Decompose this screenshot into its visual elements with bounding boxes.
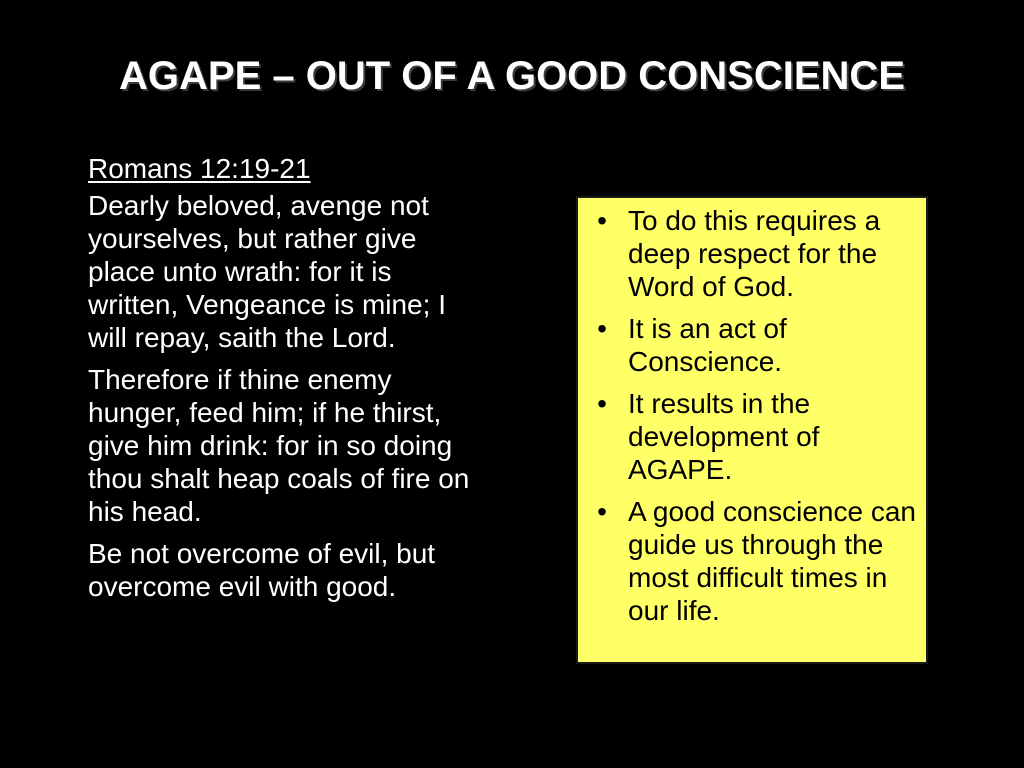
callout-bullet-text: It results in the development of AGAPE. [628,388,820,485]
bullet-icon: • [597,313,607,344]
callout-bullet-item [578,312,918,378]
bullet-icon: • [597,205,607,236]
callout-bullet-text: A good conscience can guide us through the most difficult times in our life. [628,496,916,626]
callout-bullet-item [578,204,918,303]
scripture-reference: Romans 12:19-21 [88,153,311,184]
callout-bullet-list [578,204,918,627]
bullet-icon: • [597,496,607,527]
scripture-passage [88,152,488,612]
slide-title: AGAPE – OUT OF A GOOD CONSCIENCE [119,54,905,98]
callout-bullet-item [578,387,918,486]
bullet-icon: • [597,388,607,419]
callout-bullet-text: It is an act of Conscience. [628,313,787,377]
scripture-verse-20: Therefore if thine enemy hunger, feed him; if he thirst, give him drink: for in so doing thou shalt heap coals of fire on his head. [88,364,470,527]
scripture-verse-19: Dearly beloved, avenge not yourselves, but rather give place unto wrath: for it is written, Vengeance is mine; I will repay, saith the Lord. [88,190,446,353]
callout-box [576,196,928,664]
callout-bullet-item [578,495,918,627]
scripture-verse-21: Be not overcome of evil, but overcome evil with good. [88,538,436,602]
callout-bullet-text: To do this requires a deep respect for the Word of God. [628,205,881,302]
